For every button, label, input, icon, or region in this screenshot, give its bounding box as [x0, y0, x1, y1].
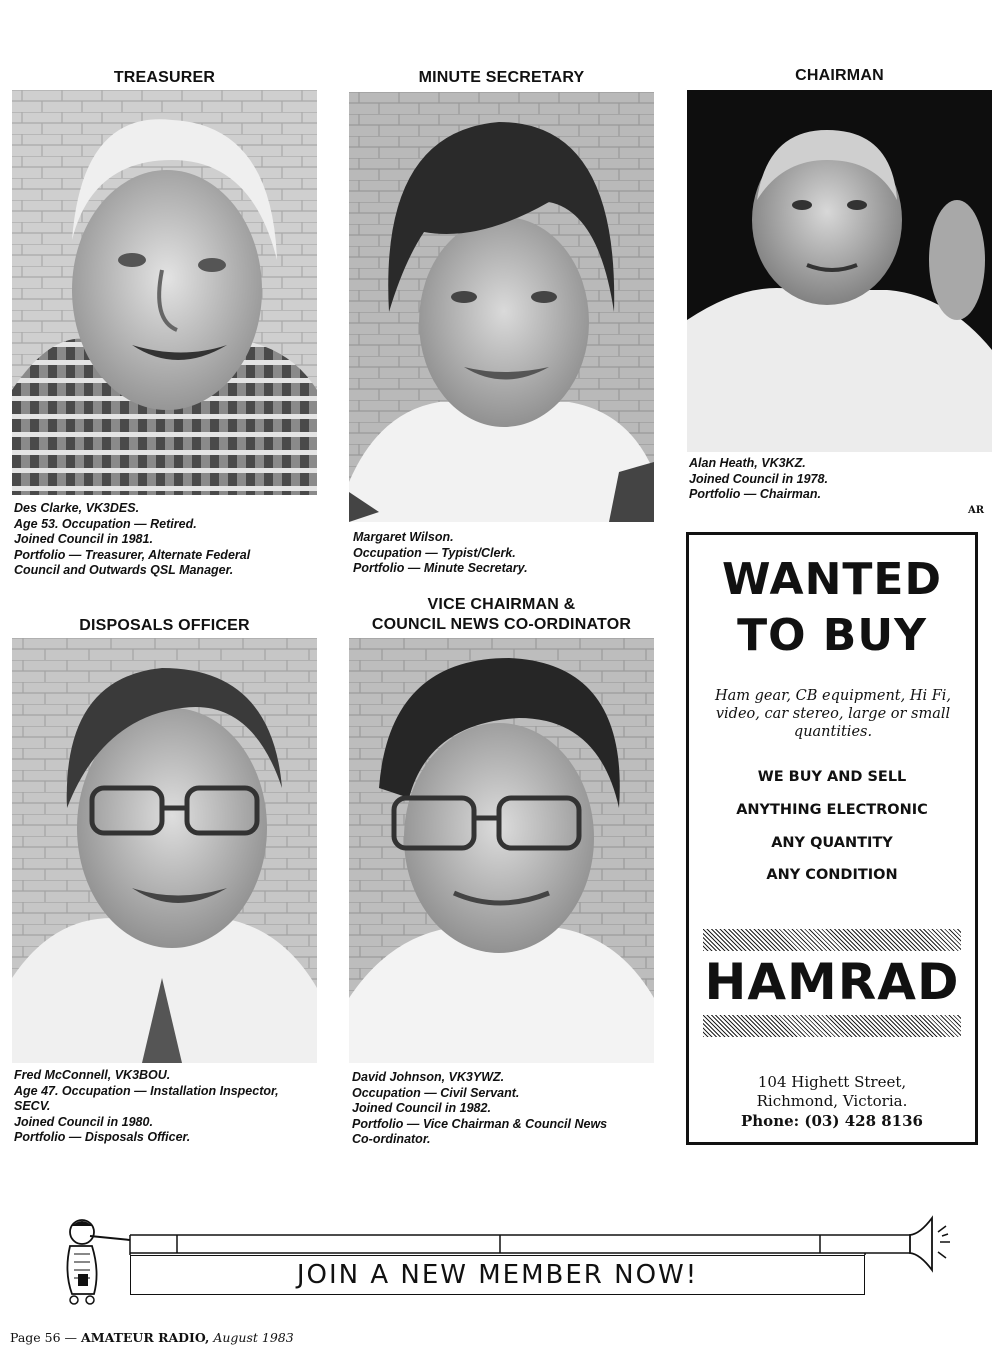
caption-line: Joined Council in 1980. — [14, 1114, 153, 1129]
disposals-officer-caption — [14, 1068, 279, 1146]
caption-line: Occupation — Civil Servant. — [352, 1085, 520, 1100]
minute-secretary-title: MINUTE SECRETARY — [418, 69, 585, 86]
caption-line: Occupation — Typist/Clerk. — [353, 545, 516, 560]
chairman-caption — [689, 456, 828, 503]
disposals-officer-title: DISPOSALS OFFICER — [79, 617, 250, 634]
ad-subtext: Ham gear, CB equipment, Hi Fi, video, car stereo, large or small quantities. — [714, 688, 952, 740]
caption-line: Fred McConnell, VK3BOU. — [14, 1068, 171, 1082]
ad-headline-line1: WANTED — [721, 554, 943, 605]
vice-chairman-title-line2: COUNCIL NEWS CO-ORDINATOR — [371, 616, 632, 633]
chairman-title: CHAIRMAN — [795, 67, 884, 84]
caption-line: Joined Council in 1982. — [352, 1101, 491, 1115]
treasurer-photo — [12, 90, 317, 495]
treasurer-caption — [14, 501, 250, 579]
footer-magazine: AMATEUR RADIO, — [81, 1330, 210, 1345]
caption-line: SECV. — [14, 1099, 51, 1113]
caption-line: Joined Council in 1981. — [14, 532, 153, 546]
ad-address-line1: 104 Highett Street, — [757, 1073, 907, 1091]
caption-line: Alan Heath, VK3KZ. — [689, 456, 806, 470]
minute-secretary-photo — [349, 92, 654, 522]
disposals-officer-photo — [12, 638, 317, 1063]
vice-chairman-caption — [352, 1070, 607, 1148]
page-footer — [10, 1330, 294, 1345]
vice-chairman-title-line1: VICE CHAIRMAN & — [427, 596, 576, 613]
ad-line-4: ANY CONDITION — [766, 867, 898, 883]
ad-line-3: ANY QUANTITY — [771, 835, 893, 851]
end-mark: AR — [968, 505, 985, 516]
footer-page: Page 56 — — [10, 1330, 78, 1345]
caption-line: Co-ordinator. — [352, 1132, 431, 1146]
join-banner: JOIN A NEW MEMBER NOW! — [130, 1255, 865, 1295]
caption-line: Portfolio — Disposals Officer. — [14, 1130, 191, 1144]
caption-line: Portfolio — Vice Chairman & Council News — [352, 1116, 608, 1131]
caption-line: Portfolio — Treasurer, Alternate Federal — [14, 547, 251, 562]
hamrad-advert — [686, 532, 978, 1145]
ad-line-1: WE BUY AND SELL — [757, 769, 907, 785]
caption-line: Des Clarke, VK3DES. — [14, 501, 140, 515]
chairman-photo — [687, 90, 992, 452]
caption-line: Joined Council in 1978. — [689, 471, 828, 486]
hatch-divider-bottom — [703, 1015, 961, 1037]
caption-line: Age 47. Occupation — Installation Inspector, — [14, 1083, 279, 1098]
minute-secretary-caption — [353, 530, 528, 577]
caption-line: David Johnson, VK3YWZ. — [352, 1070, 505, 1084]
caption-line: Portfolio — Chairman. — [689, 487, 821, 501]
ad-line-2: ANYTHING ELECTRONIC — [736, 802, 928, 818]
caption-line: Margaret Wilson. — [353, 530, 454, 544]
caption-line: Council and Outwards QSL Manager. — [14, 563, 234, 577]
ad-brand: HAMRAD — [704, 953, 960, 1011]
caption-line: Portfolio — Minute Secretary. — [353, 561, 528, 575]
caption-line: Age 53. Occupation — Retired. — [14, 516, 197, 531]
footer-issue: August 1983 — [213, 1330, 294, 1345]
hatch-divider-top — [703, 929, 961, 951]
ad-phone: Phone: (03) 428 8136 — [741, 1112, 923, 1130]
ad-headline-line2: TO BUY — [737, 610, 927, 661]
treasurer-title: TREASURER — [113, 69, 216, 86]
vice-chairman-photo — [349, 638, 654, 1063]
ad-address-line2: Richmond, Victoria. — [756, 1092, 908, 1110]
